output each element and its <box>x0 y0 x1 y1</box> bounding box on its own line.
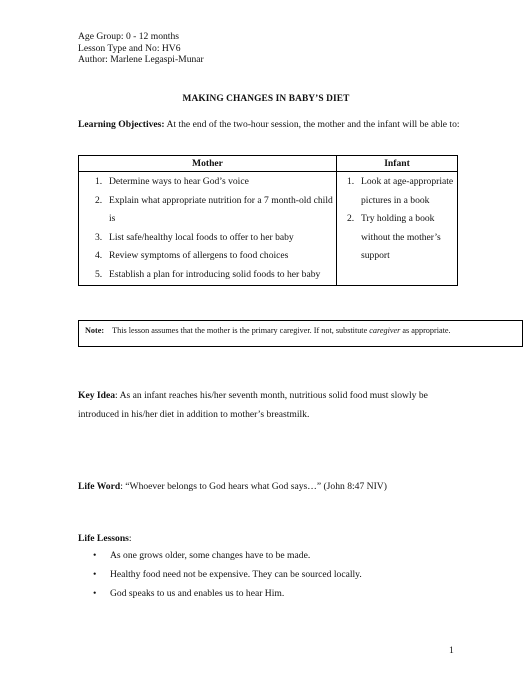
mother-objective <box>79 173 336 192</box>
infant-objectives <box>337 172 458 286</box>
infant-objective <box>337 210 457 266</box>
list-number: 4. <box>95 250 103 262</box>
mother-objectives <box>79 172 337 286</box>
infant-objective-list <box>337 173 457 266</box>
objective-text: List safe/healthy local foods to offer to her baby <box>109 231 294 243</box>
bullet-icon: • <box>93 569 97 580</box>
life-lesson-text: God speaks to us and enables us to hear Him. <box>110 588 285 599</box>
life-lesson-text: Healthy food need not be expensive. They can be sourced locally. <box>110 569 362 580</box>
objective-text: Establish a plan for introducing solid foods to her baby <box>109 268 321 280</box>
list-number: 1. <box>95 176 103 187</box>
objective-text: Look at age-appropriate pictures in a book <box>361 176 454 206</box>
objective-text: Determine ways to hear God’s voice <box>109 176 249 187</box>
document-title: MAKING CHANGES IN BABY’S DIET <box>182 94 350 104</box>
infant-header: Infant <box>337 156 458 172</box>
life-lessons-list <box>78 546 362 603</box>
author: Author: Marlene Legaspi-Munar <box>78 54 204 65</box>
list-number: 2. <box>95 194 103 206</box>
list-item <box>78 584 362 603</box>
list-number: 2. <box>347 213 355 225</box>
note-box <box>78 320 523 347</box>
life-lessons-label: Life Lessons <box>78 533 129 544</box>
life-lesson-text: As one grows older, some changes have to be made. <box>110 550 311 561</box>
objective-text: Try holding a book without the mother’s support <box>361 213 441 262</box>
mother-objective <box>79 229 336 248</box>
mother-objective <box>79 192 336 229</box>
learning-objectives-text: At the end of the two-hour session, the mother and the infant will be able to: <box>164 119 460 130</box>
mother-objective <box>79 266 336 285</box>
objective-text: Review symptoms of allergens to food choices <box>109 250 289 262</box>
key-idea-text: : As an infant reaches his/her seventh month, nutritious solid food must slowly be introduced in his/her diet in addition to mother’s breastmilk. <box>78 390 428 420</box>
infant-objective <box>337 173 457 210</box>
age-group: Age Group: 0 - 12 months <box>78 31 179 42</box>
page-number: 1 <box>449 645 454 656</box>
bullet-icon: • <box>93 550 97 561</box>
objective-text: Explain what appropriate nutrition for a 7 month-old child is <box>109 194 333 225</box>
list-number: 5. <box>95 268 103 280</box>
note-emphasis: caregiver <box>369 326 401 335</box>
list-number: 3. <box>95 231 103 243</box>
note-text-end: as appropriate. <box>400 326 451 335</box>
key-idea <box>78 386 463 424</box>
mother-objective-list <box>79 173 336 285</box>
life-word-text: : “Whoever belongs to God hears what God says…” (John 8:47 NIV) <box>120 481 387 492</box>
mother-header: Mother <box>79 156 337 172</box>
list-item <box>78 546 362 565</box>
life-lessons-colon: : <box>128 533 132 544</box>
life-word <box>78 477 463 496</box>
life-word-label: Life Word <box>78 481 121 492</box>
note-text: This lesson assumes that the mother is the primary caregiver. If not, substitute <box>112 326 370 335</box>
bullet-icon: • <box>93 588 97 599</box>
lesson-type: Lesson Type and No: HV6 <box>78 42 181 54</box>
key-idea-label: Key Idea <box>78 390 116 401</box>
learning-objectives <box>78 115 468 134</box>
list-item <box>78 565 362 584</box>
learning-objectives-label: Learning Objectives: <box>78 119 165 130</box>
objectives-table <box>78 155 458 286</box>
mother-objective <box>79 247 336 266</box>
note-label: Note: <box>85 326 105 335</box>
list-number: 1. <box>347 176 355 187</box>
